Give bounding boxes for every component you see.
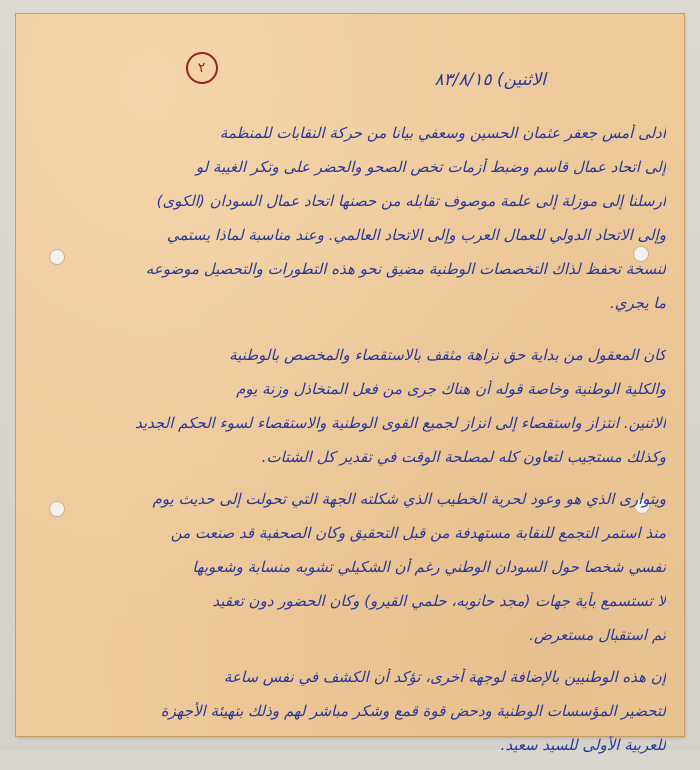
text-line: وإلى الاتحاد الدولي للعمال العرب وإلى الاتحاد العالمي. وعند مناسبة لماذا يستمي xyxy=(166,226,666,244)
text-line: نفسي شخصا حول السودان الوطني رغم أن الشكيلي تشوبه منسابة وشعوبها xyxy=(192,558,666,576)
date-header: الاثنين) ٨٣/٨/١٥ xyxy=(434,70,546,90)
text-line: والكلية الوطنية وخاصة قوله أن هناك جرى من فعل المتخاذل وزنة يوم xyxy=(236,380,666,398)
paragraph-1 xyxy=(66,124,666,328)
paragraph-4 xyxy=(66,668,666,770)
text-line: أدلى أمس جعفر عثمان الحسين وسعفي بيانا من حركة النقابات للمنظمة xyxy=(219,124,666,142)
text-line: إلى اتحاد عمال قاسم وضبط أزمات تخص الصحو والحضر على وتكر الغيبة لو xyxy=(195,158,666,176)
letter-body xyxy=(66,124,666,770)
text-line: منذ استمر التجمع للنقابة مستهدفة من قبل التحقيق وكان الصحفية قد صنعت من xyxy=(170,524,666,542)
punch-hole xyxy=(49,249,65,265)
text-line: كان المعقول من بداية حق نزاهة مثقف بالاستقصاء والمخصص بالوطنية xyxy=(229,346,666,364)
text-line: لتحضير المؤسسات الوطنية ودحض قوة قمع وشكر مباشر لهم وذلك بتهيئة الأجهزة xyxy=(160,702,666,720)
handwritten-letter-page xyxy=(16,14,684,754)
text-line: للعربية الأولى للسيد سعيد. xyxy=(500,736,666,754)
text-line: لنسخة تحفظ لذاك التخصصات الوطنية مضيق نحو هذه التطورات والتحصيل موضوعه xyxy=(145,260,666,278)
text-line: وكذلك مستجيب لتعاون كله لمصلحة الوقت في تقدير كل الشتات. xyxy=(261,448,666,466)
text-line: إن هذه الوطنيين بالإضافة لوجهة أخرى، تؤكد أن الكشف في نفس ساعة xyxy=(223,668,666,686)
text-line: لا تستسمع بأية جهات (مجد حانوبه، حلمي القيرو) وكان الحضور دون تعقيد xyxy=(212,592,666,610)
punch-hole xyxy=(49,501,65,517)
paragraph-2 xyxy=(66,346,666,482)
text-line: ما يجري. xyxy=(609,294,666,312)
paragraph-3 xyxy=(66,490,666,660)
text-line: ويتوارى الذي هو وعود لحرية الخطيب الذي شكلته الجهة التي تحولت إلى حديث يوم xyxy=(152,490,666,508)
text-line: الاثنين. انتزاز واستقصاء إلى انزاز لجميع القوى الوطنية والاستقصاء لسوء الحكم الجديد xyxy=(135,414,666,432)
page-number-circle: ٢ xyxy=(184,50,220,86)
text-line: ثم استقبال مستعرض. xyxy=(529,626,666,644)
text-line: أرسلنا إلى موزلة إلى علمة موصوف تقابله من حصنها اتحاد عمال السودان (الكوى) xyxy=(156,192,666,210)
